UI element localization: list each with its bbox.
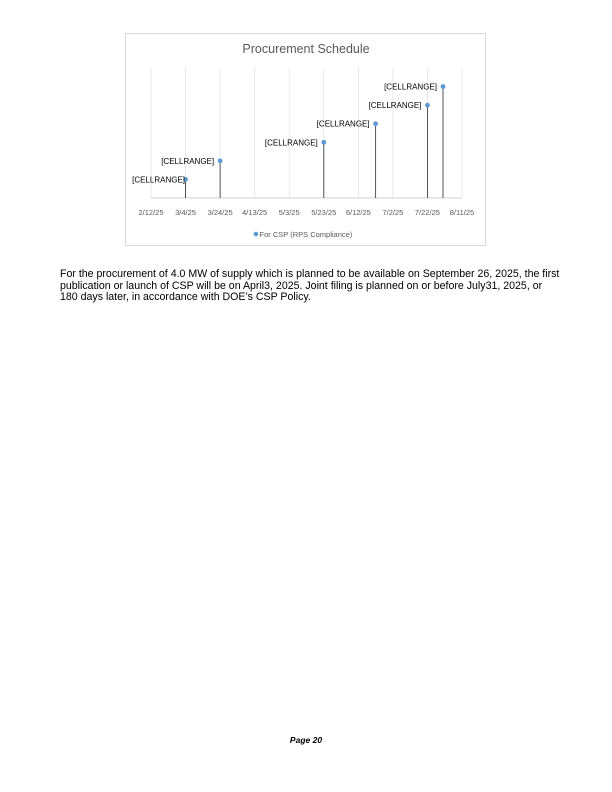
procurement-schedule-chart [125, 33, 486, 246]
data-point [321, 140, 326, 145]
legend [254, 230, 353, 239]
data-label: [CELLRANGE] [161, 156, 215, 166]
x-tick-label: 3/24/25 [207, 208, 233, 217]
data-label: [CELLRANGE] [132, 175, 186, 185]
x-tick-label: 5/23/25 [311, 208, 337, 217]
x-tick-label: 7/22/25 [414, 208, 440, 217]
data-point [373, 121, 378, 126]
data-label: [CELLRANGE] [368, 101, 422, 111]
x-tick-label: 4/13/25 [242, 208, 268, 217]
body-paragraph: For the procurement of 4.0 MW of supply which is planned to be available on September 26, 2025, the first publication or launch of CSP will be on April3, 2025. Joint filing is planned on or before July31, 2025, or 180 days later, in accordance with DOE’s CSP Policy. [60, 268, 560, 304]
x-tick-label: 5/3/25 [278, 208, 300, 217]
x-tick-labels [138, 208, 474, 217]
legend-label: For CSP (RPS Compliance) [259, 230, 353, 239]
x-tick-label: 8/11/25 [449, 208, 475, 217]
legend-marker [254, 232, 259, 237]
data-point [441, 84, 446, 89]
x-tick-label: 2/12/25 [138, 208, 164, 217]
x-tick-label: 3/4/25 [175, 208, 196, 217]
data-label: [CELLRANGE] [384, 82, 437, 92]
data-point [218, 158, 223, 163]
data-labels [132, 83, 437, 185]
chart-title: Procurement Schedule [242, 42, 370, 56]
x-tick-label: 6/12/25 [345, 208, 371, 217]
data-label: [CELLRANGE] [316, 119, 370, 129]
data-point [425, 103, 430, 108]
data-label: [CELLRANGE] [264, 138, 318, 148]
page-number: Page 20 [289, 735, 323, 745]
x-tick-label: 7/2/25 [382, 208, 404, 217]
chart-canvas [126, 34, 487, 247]
